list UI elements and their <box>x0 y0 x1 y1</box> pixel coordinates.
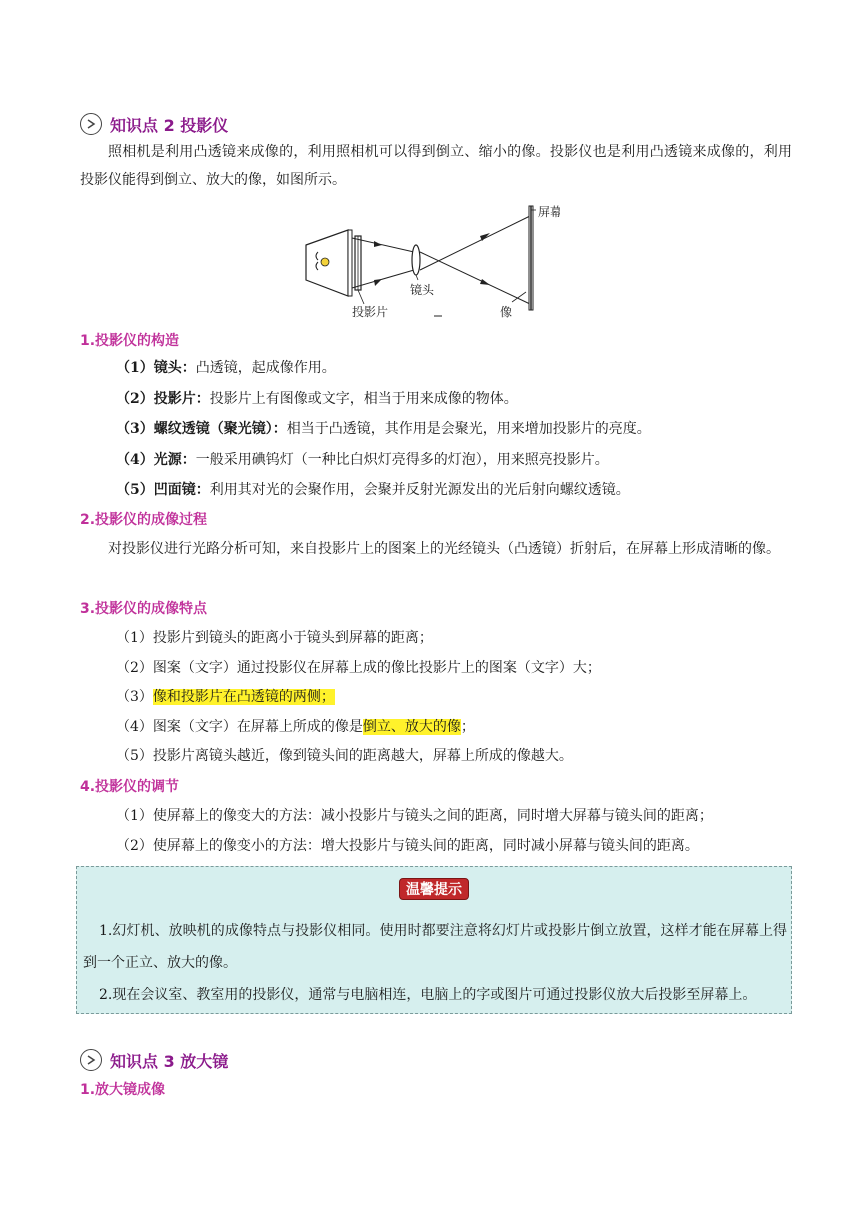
tip-paragraph-2: 2.现在会议室、教室用的投影仪，通常与电脑相连，电脑上的字或图片可通过投影仪放大后投影至屏幕上。 <box>99 987 757 1003</box>
section-title-3: 知识点 3 放大镜 <box>110 1051 229 1071</box>
chevron-circle-icon <box>80 113 102 135</box>
construction-item: （3）螺纹透镜（聚光镜）：相当于凸透镜，其作用是会聚光，用来增加投影片的亮度。 <box>116 421 651 437</box>
intro-paragraph: 照相机是利用凸透镜来成像的，利用照相机可以得到倒立、缩小的像。投影仪也是利用凸透镜来成像的，利用投影仪能得到倒立、放大的像，如图所示。 <box>80 144 792 188</box>
label-screen: 屏幕 <box>538 205 560 219</box>
feature-item: （2）图案（文字）通过投影仪在屏幕上成的像比投影片上的图案（文字）大； <box>116 660 601 676</box>
highlight: 倒立、放大的像 <box>362 719 461 735</box>
label-slide: 投影片 <box>352 305 389 319</box>
projector-diagram-svg <box>300 200 560 325</box>
section-header-2 <box>80 110 228 138</box>
section-title-2: 知识点 2 投影仪 <box>110 115 229 135</box>
feature-item: （1）投影片到镜头的距离小于镜头到屏幕的距离； <box>116 630 433 646</box>
construction-item: （5）凹面镜：利用其对光的会聚作用，会聚并反射光源发出的光后射向螺纹透镜。 <box>116 482 630 498</box>
feature-item: （3）像和投影片在凸透镜的两侧； <box>116 689 335 705</box>
adjustment-item: （1）使屏幕上的像变大的方法：减小投影片与镜头之间的距离，同时增大屏幕与镜头间的距离； <box>116 808 713 824</box>
chevron-circle-icon <box>80 1049 102 1071</box>
heading-adjustment: 4.投影仪的调节 <box>80 779 180 795</box>
tip-box <box>76 866 792 1014</box>
heading-construction: 1.投影仪的构造 <box>80 333 180 349</box>
construction-item: （2）投影片：投影片上有图像或文字，相当于用来成像的物体。 <box>116 391 518 407</box>
label-lens: 镜头 <box>410 283 435 297</box>
heading-magnifier-imaging: 1.放大镜成像 <box>80 1082 166 1098</box>
section-header-3 <box>80 1046 228 1074</box>
construction-item: （4）光源：一般采用碘钨灯（一种比白炽灯亮得多的灯泡），用来照亮投影片。 <box>116 452 609 468</box>
imaging-process-text: 对投影仪进行光路分析可知，来自投影片上的图案上的光经镜头（凸透镜）折射后，在屏幕上形成清晰的像。 <box>108 541 780 557</box>
highlight: 像和投影片在凸透镜的两侧； <box>152 689 335 705</box>
tip-badge: 温馨提示 <box>399 878 469 900</box>
heading-imaging-features: 3.投影仪的成像特点 <box>80 601 208 617</box>
feature-item: （4）图案（文字）在屏幕上所成的像是倒立、放大的像； <box>116 719 475 735</box>
construction-item: （1）镜头：凸透镜，起成像作用。 <box>116 360 336 376</box>
projector-diagram <box>300 200 560 325</box>
tip-paragraph-1: 1.幻灯机、放映机的成像特点与投影仪相同。使用时都要注意将幻灯片或投影片倒立放置，这样才能在屏幕上得到一个正立、放大的像。 <box>83 923 787 971</box>
label-image: 像 <box>500 305 513 319</box>
feature-item: （5）投影片离镜头越近，像到镜头间的距离越大，屏幕上所成的像越大。 <box>116 748 573 764</box>
heading-imaging-process: 2.投影仪的成像过程 <box>80 512 208 528</box>
adjustment-item: （2）使屏幕上的像变小的方法：增大投影片与镜头间的距离，同时减小屏幕与镜头间的距离。 <box>116 838 699 854</box>
